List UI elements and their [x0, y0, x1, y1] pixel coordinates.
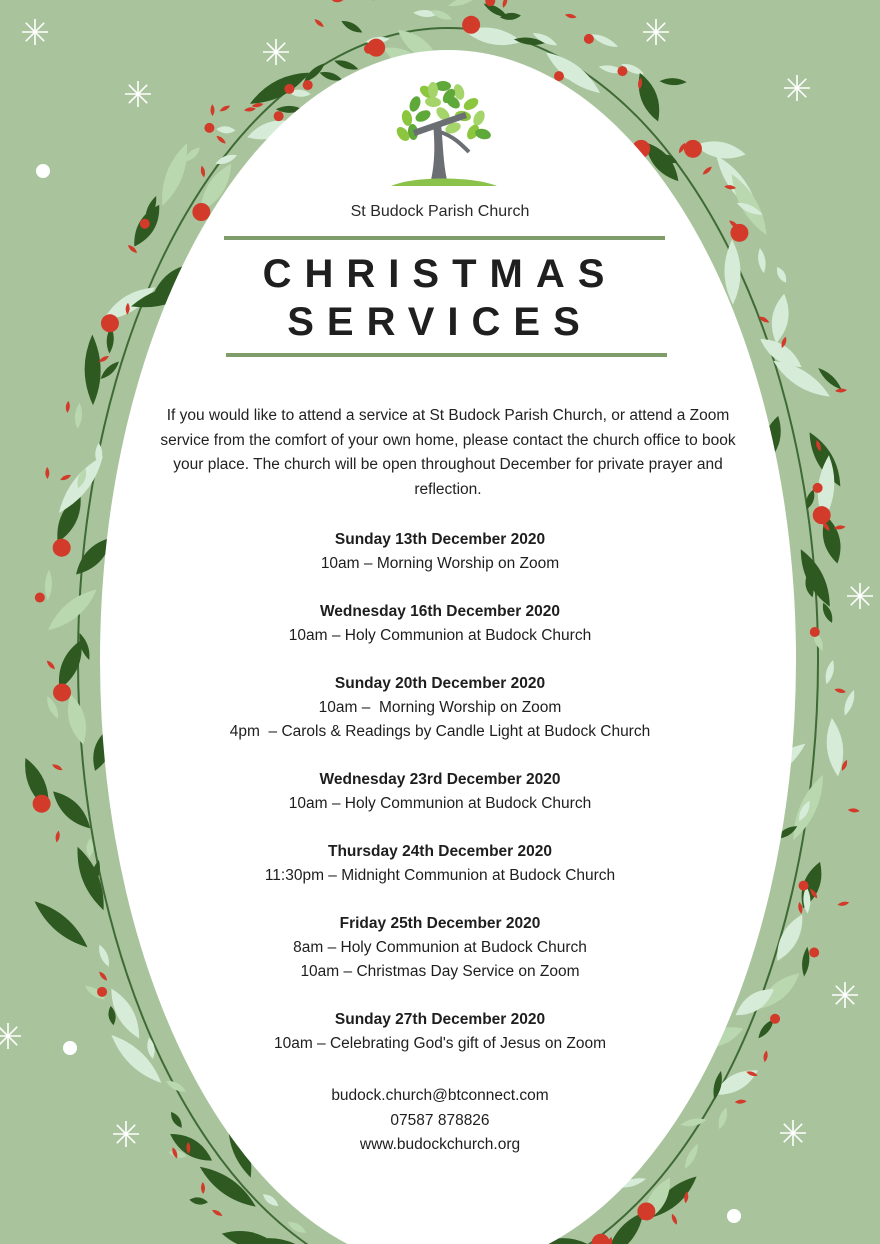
title-rule-top	[224, 236, 665, 240]
service-entry	[0, 600, 880, 648]
service-date: Sunday 13th December 2020	[334, 531, 546, 548]
service-detail: 10am – Holy Communion at Budock Church	[288, 795, 592, 812]
service-detail: 4pm – Carols & Readings by Candle Light at Budock Church	[229, 723, 651, 740]
service-entry	[0, 528, 880, 576]
contact-phone[interactable]: 07587 878826	[390, 1111, 490, 1129]
service-detail: 10am – Morning Worship on Zoom	[320, 555, 560, 572]
title-line-1: CHRISTMAS	[262, 252, 618, 296]
title-rule-bottom	[226, 353, 667, 357]
service-detail: 11:30pm – Midnight Communion at Budock Church	[264, 867, 616, 884]
service-entry	[0, 912, 880, 984]
service-date: Friday 25th December 2020	[339, 915, 541, 932]
contact-block	[0, 1084, 880, 1158]
service-entry	[0, 840, 880, 888]
service-entry	[0, 768, 880, 816]
service-detail: 10am – Holy Communion at Budock Church	[288, 627, 592, 644]
service-detail: 10am – Christmas Day Service on Zoom	[300, 963, 580, 980]
services-list	[0, 528, 880, 1080]
service-date: Wednesday 16th December 2020	[319, 603, 561, 620]
tree-cross-logo-icon	[383, 72, 503, 194]
contact-email[interactable]: budock.church@btconnect.com	[331, 1087, 549, 1104]
service-entry	[0, 672, 880, 744]
service-detail: 8am – Holy Communion at Budock Church	[293, 939, 587, 956]
service-date: Sunday 20th December 2020	[334, 675, 546, 692]
intro-paragraph: If you would like to attend a service at St Budock Parish Church, or attend a Zoom service from the comfort of your own home, please contact the church office to book your place. The church will be open throughout December for private prayer and reflection.	[160, 407, 736, 498]
church-name: St Budock Parish Church	[350, 203, 530, 220]
service-detail: 10am – Celebrating God's gift of Jesus on Zoom	[273, 1035, 607, 1052]
service-entry	[0, 1008, 880, 1056]
service-date: Sunday 27th December 2020	[334, 1011, 546, 1028]
service-date: Wednesday 23rd December 2020	[319, 771, 561, 788]
service-detail: 10am – Morning Worship on Zoom	[318, 699, 562, 716]
title-line-2: SERVICES	[287, 300, 593, 344]
service-date: Thursday 24th December 2020	[328, 843, 552, 860]
contact-website[interactable]: www.budockchurch.org	[359, 1136, 521, 1153]
